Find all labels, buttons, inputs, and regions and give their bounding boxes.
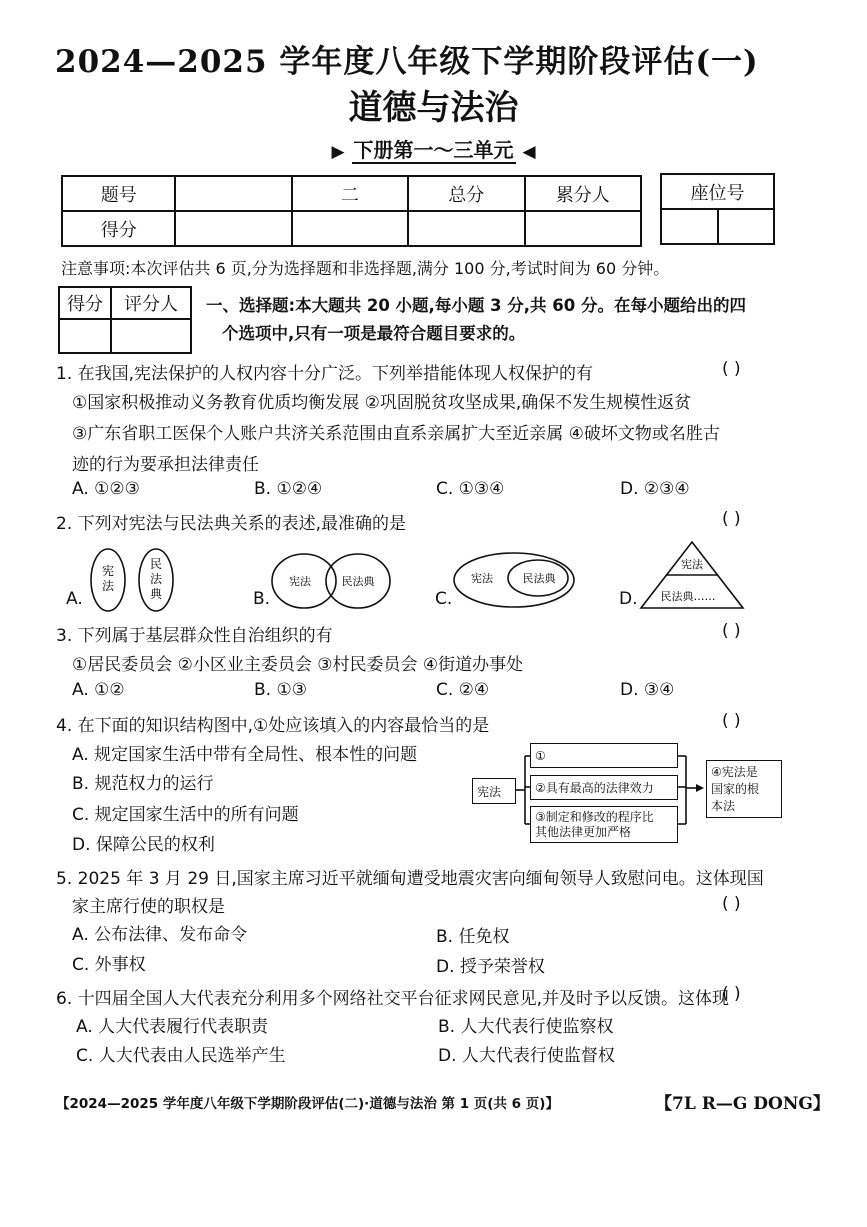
q2-a-label-fa2: 法: [149, 572, 163, 586]
grader-score-cell[interactable]: [59, 319, 111, 353]
q2-c-label-minfadian: 民法典: [522, 572, 556, 585]
q4-option-d[interactable]: D. 保障公民的权利: [72, 835, 215, 855]
unit-right-marker: ◀: [522, 142, 536, 162]
exam-title: 2024—2025 学年度八年级下学期阶段评估(一): [55, 44, 759, 80]
q2-d-label-minfadian: 民法典……: [660, 590, 716, 603]
grader-score-label: 得分: [59, 287, 111, 319]
q2-diagram-a[interactable]: [86, 546, 186, 614]
q4-node-1: ①: [530, 743, 678, 768]
q1-option-c[interactable]: C. ①③④: [436, 479, 505, 499]
unit-range: [0, 134, 867, 163]
q3-items: ①居民委员会 ②小区业主委员会 ③村民委员会 ④街道办事处: [72, 655, 524, 675]
q2-a-label-dian: 典: [149, 587, 163, 601]
score-cell[interactable]: [525, 211, 641, 246]
q1-stem: 1. 在我国,宪法保护的人权内容十分广泛。下列举措能体现人权保护的有: [56, 364, 594, 384]
q5-option-a[interactable]: A. 公布法律、发布命令: [72, 925, 248, 945]
q1-line4: 迹的行为要承担法律责任: [72, 455, 259, 475]
seat-table: [660, 173, 775, 245]
q2-d-label-xianfa: 宪法: [681, 558, 703, 571]
q4-node-3: ③制定和修改的程序比 其他法律更加严格: [530, 806, 678, 843]
score-header-cell: 二: [292, 176, 408, 211]
q4-answer-blank[interactable]: ( ): [722, 711, 741, 731]
score-cell[interactable]: [175, 211, 291, 246]
q1-option-d[interactable]: D. ②③④: [620, 479, 690, 499]
q5-option-c[interactable]: C. 外事权: [72, 955, 146, 975]
q2-c-label-xianfa: 宪法: [471, 572, 493, 585]
grader-name-cell[interactable]: [111, 319, 191, 353]
notice: 注意事项:本次评估共 6 页,分为选择题和非选择题,满分 100 分,考试时间为 60 分钟。: [61, 259, 670, 278]
seat-label: 座位号: [661, 174, 774, 209]
q2-a-label-fa: 法: [101, 579, 115, 593]
unit-left-marker: ▶: [331, 142, 345, 162]
q2-answer-blank[interactable]: ( ): [722, 509, 741, 529]
q2-option-a-letter[interactable]: A.: [66, 589, 83, 609]
q3-option-a[interactable]: A. ①②: [72, 680, 125, 700]
q6-option-b[interactable]: B. 人大代表行使监察权: [438, 1017, 614, 1037]
q5-stem-cont: 家主席行使的职权是: [72, 897, 225, 917]
subject-title: 道德与法治: [348, 88, 519, 128]
q2-a-label-min: 民: [149, 557, 163, 571]
q2-diagram-b[interactable]: [268, 551, 398, 611]
score-table: [61, 175, 642, 247]
q2-option-b-letter[interactable]: B.: [253, 589, 271, 609]
grader-table: [58, 286, 192, 354]
q4-option-b[interactable]: B. 规范权力的运行: [72, 774, 214, 794]
q2-option-d-letter[interactable]: D.: [619, 589, 638, 609]
q6-option-d[interactable]: D. 人大代表行使监督权: [438, 1046, 615, 1066]
unit-range-text: 下册第一～三单元: [353, 138, 514, 162]
score-header-cell: 总分: [408, 176, 524, 211]
section1-heading-cont: 个选项中,只有一项是最符合题目要求的。: [222, 324, 526, 343]
grader-name-label: 评分人: [111, 287, 191, 319]
q3-stem: 3. 下列属于基层群众性自治组织的有: [56, 626, 333, 646]
q4-node-right: ④宪法是 国家的根 本法: [706, 760, 782, 818]
seat-cell[interactable]: [718, 209, 775, 244]
q2-b-label-xianfa: 宪法: [289, 575, 311, 588]
q1-option-b[interactable]: B. ①②④: [254, 479, 323, 499]
q6-stem: 6. 十四届全国人大代表充分利用多个网络社交平台征求网民意见,并及时予以反馈。这体现: [56, 989, 730, 1009]
q4-stem: 4. 在下面的知识结构图中,①处应该填入的内容最恰当的是: [56, 716, 490, 736]
q1-option-a[interactable]: A. ①②③: [72, 479, 140, 499]
q2-diagram-c[interactable]: [452, 550, 582, 610]
score-header-cell: 累分人: [525, 176, 641, 211]
q5-option-b[interactable]: B. 任免权: [436, 927, 510, 947]
page-footer: 【2024—2025 学年度八年级下学期阶段评估(二)·道德与法治 第 1 页(共 6 页)】: [56, 1096, 559, 1112]
q4-node-root: 宪法: [472, 778, 516, 804]
score-cell[interactable]: [408, 211, 524, 246]
seat-cell[interactable]: [661, 209, 718, 244]
q3-answer-blank[interactable]: ( ): [722, 621, 741, 641]
q4-option-c[interactable]: C. 规定国家生活中的所有问题: [72, 805, 299, 825]
q3-option-d[interactable]: D. ③④: [620, 680, 675, 700]
q1-line3: ③广东省职工医保个人账户共济关系范围由直系亲属扩大至近亲属 ④破坏文物或名胜古: [72, 424, 720, 444]
q2-b-label-minfadian: 民法典: [341, 575, 375, 588]
score-row-label: 得分: [62, 211, 175, 246]
q4-node-2: ②具有最高的法律效力: [530, 775, 678, 800]
q2-option-c-letter[interactable]: C.: [435, 589, 453, 609]
q2-stem: 2. 下列对宪法与民法典关系的表述,最准确的是: [56, 514, 407, 534]
section1-heading: 一、选择题:本大题共 20 小题,每小题 3 分,共 60 分。在每小题给出的四: [206, 296, 747, 315]
q1-answer-blank[interactable]: ( ): [722, 359, 741, 379]
q5-option-d[interactable]: D. 授予荣誉权: [436, 957, 545, 977]
score-cell[interactable]: [292, 211, 408, 246]
q6-answer-blank[interactable]: ( ): [722, 984, 741, 1004]
score-header-label: 题号: [62, 176, 175, 211]
q5-answer-blank[interactable]: ( ): [722, 894, 741, 914]
q4-option-a[interactable]: A. 规定国家生活中带有全局性、根本性的问题: [72, 745, 418, 765]
q2-diagram-d[interactable]: [638, 539, 746, 611]
footer-code: 【7L R—G DONG】: [655, 1094, 830, 1114]
q1-line2: ①国家积极推动义务教育优质均衡发展 ②巩固脱贫攻坚成果,确保不发生规模性返贫: [72, 393, 692, 413]
q5-stem: 5. 2025 年 3 月 29 日,国家主席习近平就缅甸遭受地震灾害向缅甸领导人致慰问电。这体现国: [56, 869, 764, 889]
q6-option-c[interactable]: C. 人大代表由人民选举产生: [76, 1046, 286, 1066]
score-header-cell: [175, 176, 291, 211]
q6-option-a[interactable]: A. 人大代表履行代表职责: [76, 1017, 269, 1037]
q2-a-label-xian: 宪: [101, 564, 115, 578]
q3-option-b[interactable]: B. ①③: [254, 680, 307, 700]
q3-option-c[interactable]: C. ②④: [436, 680, 490, 700]
